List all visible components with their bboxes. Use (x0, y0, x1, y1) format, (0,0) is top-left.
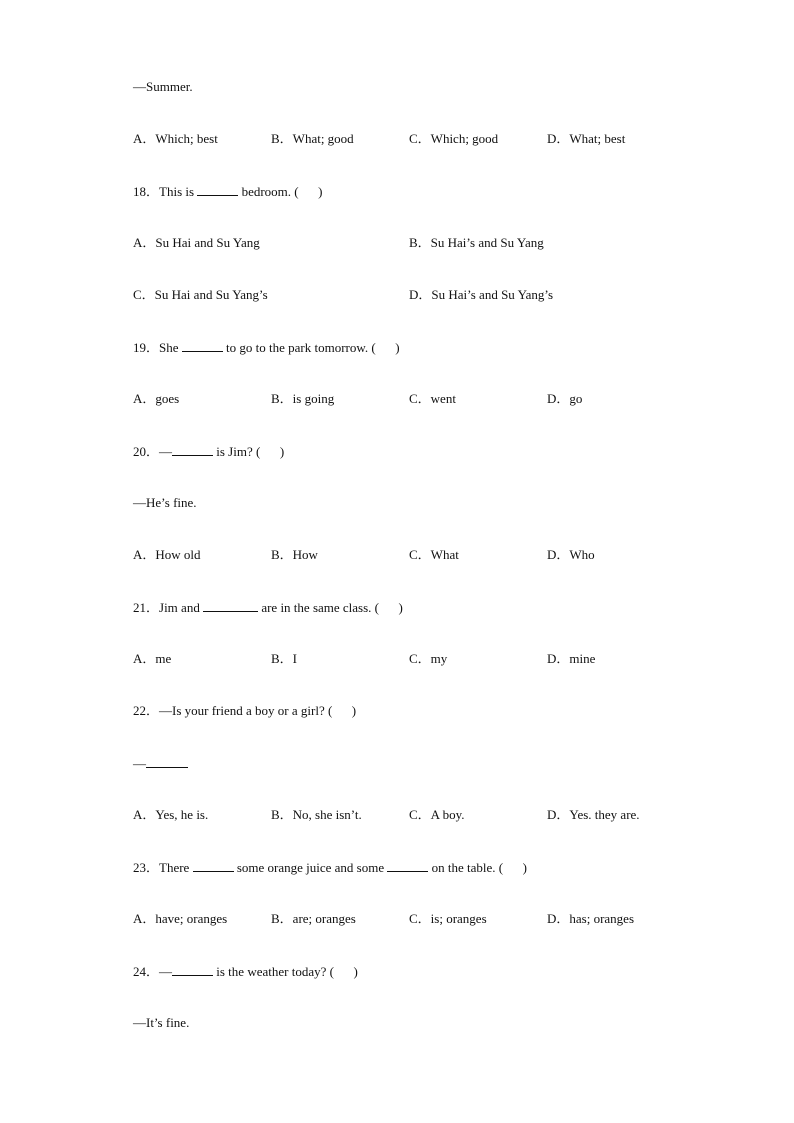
question-number: 22． (133, 703, 160, 718)
question-text-end: is Jim? ( ) (216, 444, 285, 459)
answer-blank (172, 963, 213, 976)
option-b: B．is going (271, 391, 335, 406)
option-d: D．Yes. they are. (547, 807, 640, 822)
option-c: C．What (409, 547, 459, 562)
option-a: A．How old (133, 547, 201, 562)
question-text-start: Jim and (159, 600, 200, 615)
question-20 (133, 443, 284, 460)
question-text-end: on the table. ( ) (431, 860, 527, 875)
answer-blank (197, 183, 238, 196)
answer-blank-2 (387, 859, 428, 872)
option-d: D．has; oranges (547, 911, 635, 926)
answer-blank (146, 755, 188, 768)
option-a: A．me (133, 651, 172, 666)
question-text-middle: some orange juice and some (236, 860, 385, 875)
question-23 (133, 859, 527, 876)
question-text-start: She (159, 340, 179, 355)
option-d: D．What; best (547, 131, 626, 146)
q20-reply: —He’s fine. (133, 495, 197, 510)
question-text-end: are in the same class. ( ) (261, 600, 403, 615)
option-d: D．go (547, 391, 583, 406)
question-18 (133, 183, 322, 200)
question-text-start: This is (159, 184, 195, 199)
option-a: A．Yes, he is. (133, 807, 209, 822)
option-b: B．Su Hai’s and Su Yang (409, 235, 544, 250)
reply-dash: — (133, 756, 146, 771)
option-d: D．Who (547, 547, 595, 562)
question-text-start: There (159, 860, 190, 875)
question-text-end: to go to the park tomorrow. ( ) (226, 340, 400, 355)
option-c: C．Su Hai and Su Yang’s (133, 287, 268, 302)
question-number: 19． (133, 340, 160, 355)
question-text-end: bedroom. ( ) (241, 184, 323, 199)
question-number: 20． (133, 444, 160, 459)
answer-blank (203, 599, 258, 612)
option-b: B．I (271, 651, 298, 666)
question-19 (133, 339, 400, 356)
question-number: 18． (133, 184, 160, 199)
question-24 (133, 963, 358, 980)
option-c: C．my (409, 651, 448, 666)
question-number: 21． (133, 600, 160, 615)
option-a: A．Su Hai and Su Yang (133, 235, 260, 250)
q24-reply: —It’s fine. (133, 1015, 190, 1030)
answer-blank (172, 443, 213, 456)
answer-blank (182, 339, 223, 352)
question-21 (133, 599, 403, 616)
question-text: —Is your friend a boy or a girl? ( ) (159, 703, 357, 718)
q17-answer-line: —Summer. (133, 79, 193, 94)
option-d: D．mine (547, 651, 596, 666)
question-text-end: is the weather today? ( ) (216, 964, 358, 979)
answer-blank-1 (193, 859, 234, 872)
option-c: C．is; oranges (409, 911, 487, 926)
option-c: C．went (409, 391, 456, 406)
option-c: C．A boy. (409, 807, 465, 822)
option-b: B．No, she isn’t. (271, 807, 362, 822)
question-dash: — (159, 444, 173, 459)
option-b: B．What; good (271, 131, 354, 146)
question-number: 24． (133, 964, 160, 979)
option-a: A．goes (133, 391, 180, 406)
option-d: D．Su Hai’s and Su Yang’s (409, 287, 554, 302)
option-b: B．How (271, 547, 318, 562)
q22-reply (133, 755, 188, 772)
option-c: C．Which; good (409, 131, 499, 146)
question-22 (133, 703, 356, 719)
option-a: A．have; oranges (133, 911, 228, 926)
question-number: 23． (133, 860, 160, 875)
question-dash: — (159, 964, 173, 979)
option-b: B．are; oranges (271, 911, 356, 926)
option-a: A．Which; best (133, 131, 218, 146)
